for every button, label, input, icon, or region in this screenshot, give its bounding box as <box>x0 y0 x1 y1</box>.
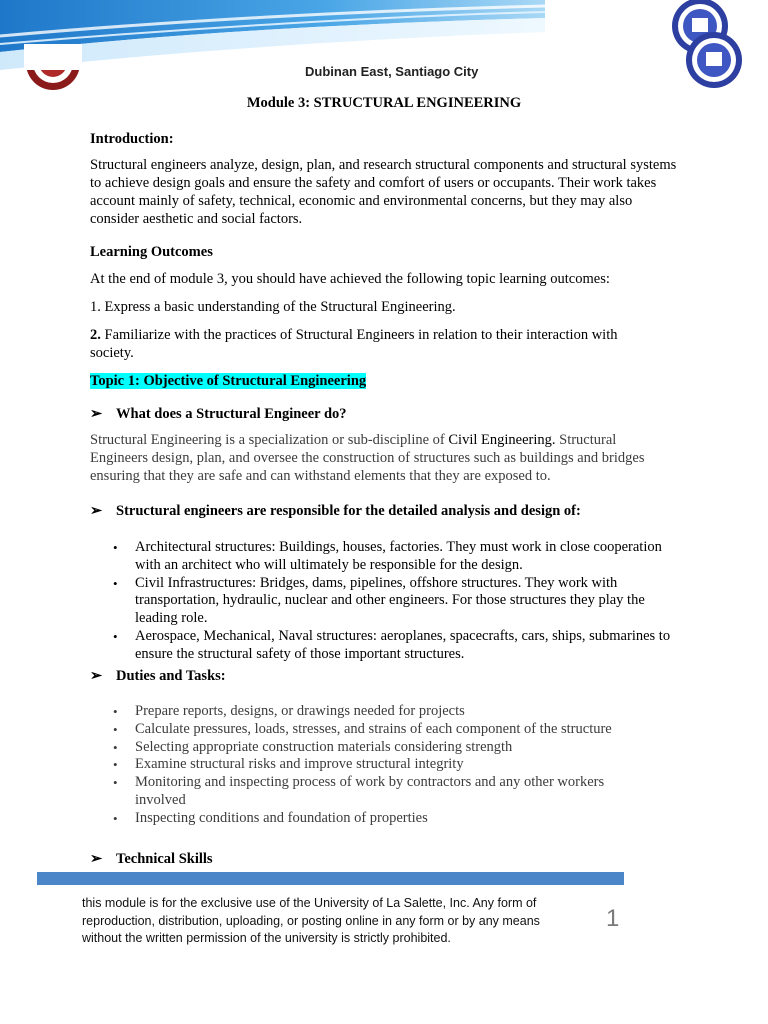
list-item: • Architectural structures: Buildings, houses, factories. They must work in close cooperation with an architect who will ultimately be responsible for the design. <box>90 539 680 575</box>
learning-outcome-2 <box>90 326 660 362</box>
learning-outcome-2-text: Familiarize with the practices of Structural Engineers in relation to their interaction with society. <box>90 327 618 361</box>
what-does-text <box>90 431 675 485</box>
learning-outcome-2-number: 2. <box>90 327 101 343</box>
responsible-heading: Structural engineers are responsible for the detailed analysis and design of: <box>116 503 581 519</box>
technical-heading: Technical Skills <box>116 851 213 867</box>
learning-outcomes-heading: Learning Outcomes <box>90 244 213 260</box>
topic-1-heading <box>90 372 366 390</box>
list-item: • Selecting appropriate construction materials considering strength <box>90 739 650 757</box>
what-does-part2: Civil Engineering. <box>448 432 556 448</box>
la-salette-seals-logo <box>670 0 746 90</box>
header-address: Dubinan East, Santiago City <box>305 64 479 79</box>
list-item: • Aerospace, Mechanical, Naval structures: aeroplanes, spacecrafts, cars, ships, submarines to ensure the structural safety of those important structures. <box>90 628 680 664</box>
arrow-bullet-icon: ➢ <box>90 406 103 422</box>
introduction-text: Structural engineers analyze, design, plan, and research structural components and structural systems to achieve design goals and ensure the safety and comfort of users or occupants. Their work takes account mainly of safety, technical, economic and environmental concerns, but they may also consider aesthetic and social factors. <box>90 157 677 227</box>
footer-bar <box>37 872 624 885</box>
list-item: • Civil Infrastructures: Bridges, dams, pipelines, offshore structures. They work with transportation, hydraulic, nuclear and other engineers. For those structures they play the leading role. <box>90 575 680 628</box>
duties-heading: Duties and Tasks: <box>116 668 226 684</box>
list-item: • Prepare reports, designs, or drawings needed for projects <box>90 703 650 721</box>
what-does-part1: Structural Engineering is a specialization or sub-discipline of <box>90 432 449 448</box>
technical-heading-row <box>90 850 213 868</box>
responsible-list <box>90 539 680 664</box>
page-number: 1 <box>606 905 620 932</box>
module-title: Module 3: STRUCTURAL ENGINEERING <box>246 95 522 111</box>
duties-list <box>90 703 650 828</box>
university-seal-logo <box>24 44 82 92</box>
duties-heading-row <box>90 667 226 685</box>
learning-outcome-1: 1. Express a basic understanding of the Structural Engineering. <box>90 299 456 315</box>
footer-notice: this module is for the exclusive use of the University of La Salette, Inc. Any form of reproduction, distribution, uploading, or posting online in any form or by any means without the written permission of the university is strictly prohibited. <box>82 896 540 945</box>
topic-1-highlight: Topic 1: Objective of Structural Engineering <box>90 373 367 389</box>
list-item: • Calculate pressures, loads, stresses, and strains of each component of the structure <box>90 721 650 739</box>
learning-outcomes-intro: At the end of module 3, you should have achieved the following topic learning outcomes: <box>90 271 610 287</box>
arrow-bullet-icon: ➢ <box>90 851 103 867</box>
what-does-part3: Structural Engineers design, plan, and oversee the construction of structures such as buildings and bridges ensuring that they are safe and can withstand elements that they are exposed to. <box>90 432 645 484</box>
responsible-heading-row <box>90 502 581 520</box>
introduction-heading: Introduction: <box>90 131 174 147</box>
list-item: • Monitoring and inspecting process of work by contractors and any other workers involved <box>90 774 650 810</box>
arrow-bullet-icon: ➢ <box>90 668 103 684</box>
what-does-heading-row <box>90 405 347 423</box>
what-does-heading: What does a Structural Engineer do? <box>116 406 347 422</box>
list-item: • Examine structural risks and improve structural integrity <box>90 756 650 774</box>
list-item: • Inspecting conditions and foundation of properties <box>90 810 650 828</box>
arrow-bullet-icon: ➢ <box>90 503 103 519</box>
